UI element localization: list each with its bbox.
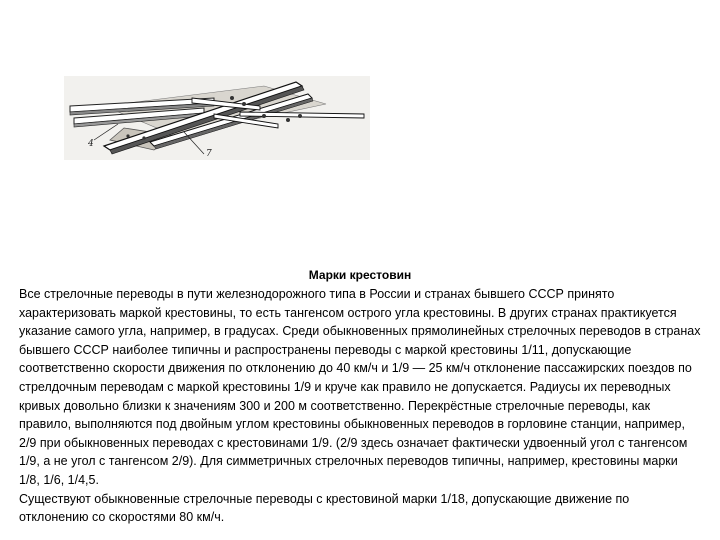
paragraph-secondary: Существуют обыкновенные стрелочные переводы с крестовиной марки 1/18, допускающие движение по отклонению со скоростями 80 км/ч. (19, 491, 630, 525)
callout-label-4: 4 (88, 139, 94, 149)
section-title: Марки крестовин (308, 268, 412, 282)
callout-label-7: 7 (206, 149, 212, 159)
text-section (19, 266, 701, 527)
railway-frog-drawing (64, 76, 370, 160)
paragraph-main: Все стрелочные переводы в пути железнодорожного типа в России и странах бывшего СССР принято характеризовать маркой крестовины, то есть тангенсом острого угла крестовины. В других странах практикуется указание самого угла, например, в градусах. Среди обыкновенных прямолинейных стрелочных переводов в странах бывшего СССР наиболее типичны и распространены переводы с маркой крестовины 1/11, допускающие соответственно скорости движения по отклонению до 40 км/ч и 1/9 — 25 км/ч отклонение пассажирских поездов по стрелдочным переводам с маркой крестовины 1/9 и круче как правило не допускается. Радиусы их переводных кривых довольно близки к значениям 300 и 200 м соответственно. Перекрёстные стрелочные переводы, как правило, выполняются под двойным углом крестовины обыкновенных переводов в горловине станции, например, 2/9 при обыкновенных переводах с крестовинами 1/9. (2/9 здесь означает фактически удвоенный угол с тангенсом 1/9, а не угол с тангенсом 2/9). Для симметричных стрелочных переводов типичны, например, крестовины марки 1/8, 1/6, 1/4,5. (19, 287, 701, 487)
frog-illustration (64, 76, 370, 160)
